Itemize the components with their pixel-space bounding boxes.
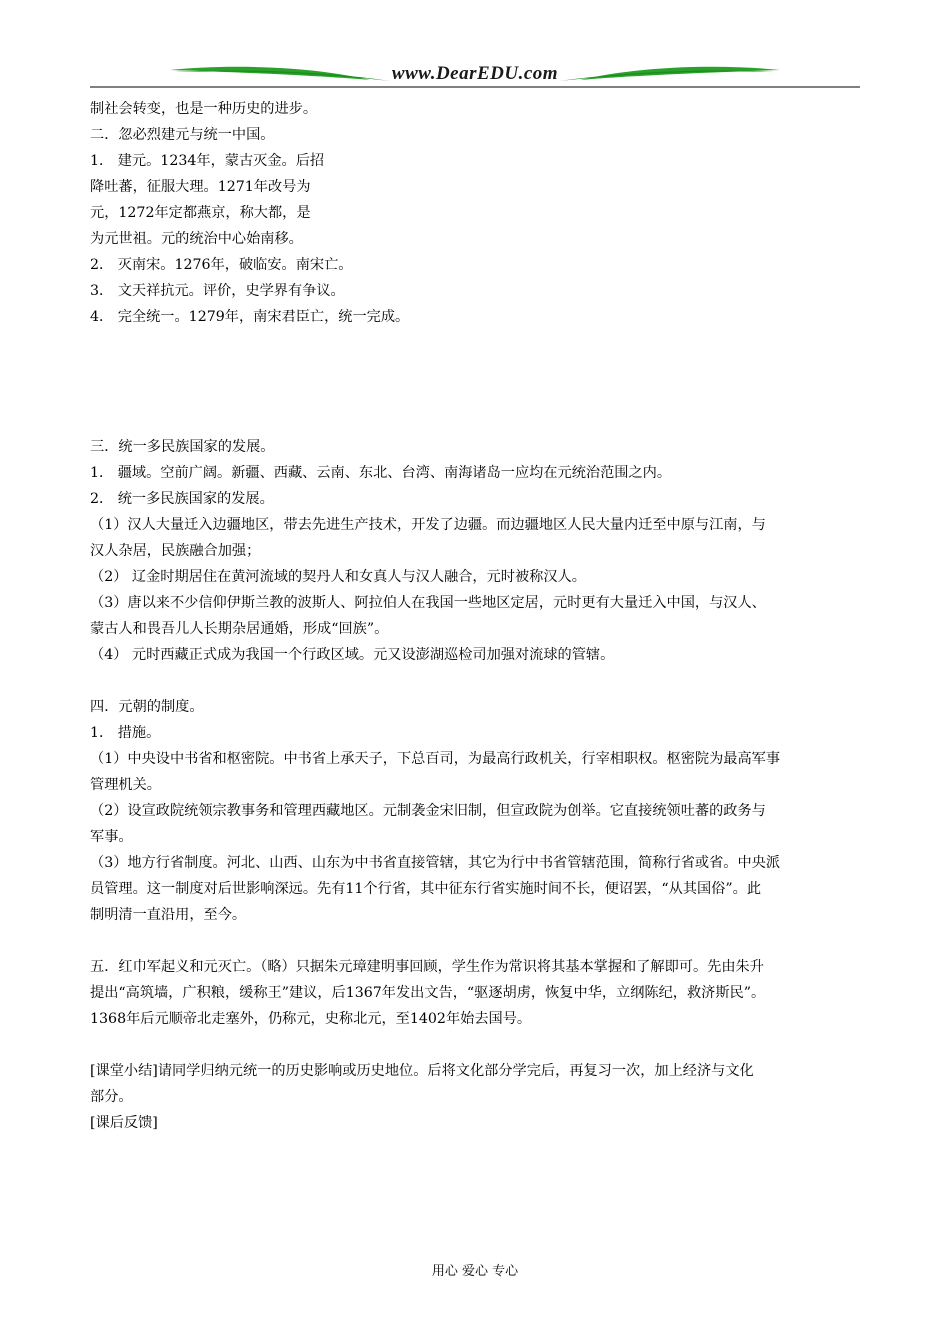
after-class-feedback: [课后反馈] xyxy=(90,1115,158,1131)
blank-space xyxy=(90,330,862,434)
page-header xyxy=(90,58,860,90)
text-line: 管理机关。 xyxy=(90,777,161,793)
section-heading: 四．元朝的制度。 xyxy=(90,699,204,715)
section-heading: 三．统一多民族国家的发展。 xyxy=(90,439,275,455)
text-line: 2． 统一多民族国家的发展。 xyxy=(90,491,274,507)
section-heading: 二．忽必烈建元与统一中国。 xyxy=(90,127,275,143)
text-line: 制明清一直沿用，至今。 xyxy=(90,907,247,923)
section-three xyxy=(90,434,862,668)
text-line: （2）设宣政院统领宗教事务和管理西藏地区。元制袭金宋旧制，但宣政院为创举。它直接统领吐蕃的政务与 xyxy=(90,803,766,819)
text-line: 元，1272年定都燕京，称大都，是 xyxy=(90,205,311,221)
text-line: 1． 措施。 xyxy=(90,725,161,741)
text-line: （3）地方行省制度。河北、山西、山东为中书省直接管辖，其它为行中书省管辖范围，简称行省或省。中央派 xyxy=(90,855,781,871)
text-line: 汉人杂居，民族融合加强； xyxy=(90,543,261,559)
section-four xyxy=(90,694,862,928)
text-line: 2． 灭南宋。1276年，破临安。南宋亡。 xyxy=(90,257,353,273)
text-line: 3． 文天祥抗元。评价，史学界有争议。 xyxy=(90,283,345,299)
text-line: 提出“高筑墙，广积粮，缓称王”建议，后1367年发出文告，“驱逐胡虏，恢复中华，立纲陈纪，救济斯民”。 xyxy=(90,985,766,1001)
site-url: www.DearEDU.com xyxy=(391,63,559,84)
section-heading: 五．红巾军起义和元灭亡。（略）只据朱元璋建明事回顾，学生作为常识将其基本掌握和了解即可。先由朱升 xyxy=(90,959,764,975)
text-line: 降吐蕃，征服大理。1271年改号为 xyxy=(90,179,311,195)
text-line: 1368年后元顺帝北走塞外，仍称元，史称北元，至1402年始去国号。 xyxy=(90,1011,532,1027)
section-five xyxy=(90,954,862,1032)
section-summary xyxy=(90,1058,862,1136)
text-line: （3）唐以来不少信仰伊斯兰教的波斯人、阿拉伯人在我国一些地区定居，元时更有大量迁入中国，与汉人、 xyxy=(90,595,766,611)
document-body xyxy=(90,96,862,1136)
text-line: 部分。 xyxy=(90,1089,133,1105)
text-line: 1． 建元。1234年，蒙古灭金。后招 xyxy=(90,153,325,169)
text-line: 为元世祖。元的统治中心始南移。 xyxy=(90,231,303,247)
text-line: （1）汉人大量迁入边疆地区，带去先进生产技术，开发了边疆。而边疆地区人民大量内迁至中原与江南，与 xyxy=(90,517,766,533)
text-line: 员管理。这一制度对后世影响深远。先有11个行省，其中征东行省实施时间不长，便诏罢，“从其国俗”。此 xyxy=(90,881,762,897)
text-line: （1）中央设中书省和枢密院。中书省上承天子，下总百司，为最高行政机关，行宰相职权。枢密院为最高军事 xyxy=(90,751,781,767)
text-line: （4） 元时西藏正式成为我国一个行政区域。元又设澎湖巡检司加强对流球的管辖。 xyxy=(90,647,615,663)
text-line: （2） 辽金时期居住在黄河流域的契丹人和女真人与汉人融合，元时被称汉人。 xyxy=(90,569,586,585)
text-line: 军事。 xyxy=(90,829,133,845)
class-summary: [课堂小结]请同学归纳元统一的历史影响或历史地位。后将文化部分学完后，再复习一次，加上经济与文化 xyxy=(90,1063,754,1079)
text-line: 1． 疆域。空前广阔。新疆、西藏、云南、东北、台湾、南海诸岛一应均在元统治范围之内。 xyxy=(90,465,672,481)
text-line: 4． 完全统一。1279年，南宋君臣亡，统一完成。 xyxy=(90,309,410,325)
text-line: 制社会转变，也是一种历史的进步。 xyxy=(90,101,318,117)
page-footer: 用心 爱心 专心 xyxy=(431,1264,519,1279)
text-line: 蒙古人和畏吾儿人长期杂居通婚，形成“回族”。 xyxy=(90,621,389,637)
section-intro xyxy=(90,96,862,330)
